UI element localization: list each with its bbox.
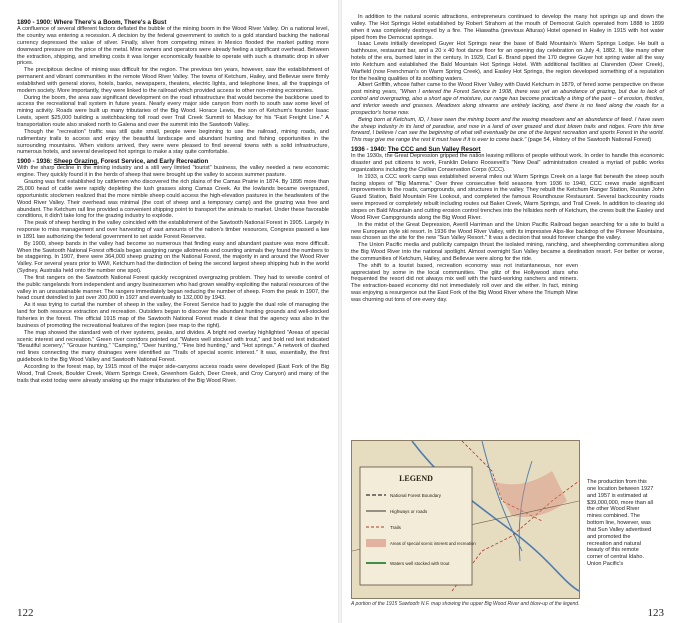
paragraph: Though the "recreation" traffic was still quite small, people were beginning to use the railroad, mining roads, and rudimentary trails to access and enjoy the beautiful landscape and abundant hunting and fishing opportunities in the surrounding mountains. When visitors arrived, they were were pleased to find several towns with a solid infrastructure, numerous hotels, and several developed hot springs to make a stay quite comfortable. — [17, 128, 329, 156]
map-caption: A portion of the 1915 Sawtooth N.F. map showing the upper Big Wood River and blow-up of the legend. — [351, 601, 580, 607]
section-heading-1900 — [17, 158, 329, 165]
paragraph: By 1900, sheep bands in the valley had become so numerous that finding easy and abundant pasture was more difficult. When the Sawtooth National Forest officials began assigning range allotments and counting animals they found the numbers to be staggering. In 1907, there were 364,000 sheep grazing on the National Forest, the majority in and around the Wood River Valley. For several years prior to WWI, Ketchum had the distinction of being the second largest sheep shipping hub in the world (Sydney, Australia held onto the number one spot). — [17, 240, 329, 275]
heading-years: 1900 - 1936: — [17, 158, 54, 166]
legend-entry: Trails — [390, 525, 401, 530]
paragraph: The precipitous decline of mining was difficult for the region. The previous ten years, however, saw the establishment of permanent and vibrant communities in the remote Wood River Valley. The towns of Ketchum, Hailey, and Bellevue were firmly established with general stores, hotels, banks, newspapers, theaters, electric lights, and telephone lines, all the trappings of modern society. More importantly, they were linked to the railroad which provided access to other non-mining economies. — [17, 67, 329, 94]
paragraph: As it was trying to curtail the number of sheep in the valley, the Forest Service had to juggle the dual role of managing the land for both resource extraction and recreation. Outsiders began to discover the abundant hunting grounds and well-stocked fisheries in the forest. The official 1915 map of the Sawtooth National Forest made it clear that the agency was also in the business of promoting the recreational features of the region (see map to the right). — [17, 302, 329, 329]
paragraph: The peak of sheep herding in the valley coincided with the establishment of the Sawtooth National Forest in 1905. Largely in response to miss management and over harvesting of vast amounts of the nation's timber resources, Congress passed a law in 1891 law authorizing the federal government to set aside Forest Reserves. — [17, 220, 329, 240]
forest-map-image — [352, 441, 579, 598]
paragraph: In 1933, a CCC work camp was established several miles out Warm Springs Creek on a large flat beneath the steep south facing slopes of "Big Mamma." Over three consecutive field seasons from 1936 to 1940, CCC crews made significant improvements to the roads, campgrounds, and structures in the valley. They rebuilt the Ketchum Ranger Station, Russian John Guard Station, Bald Mountain Fire Lookout, and completed the famous Roundhouse Restaurant. Several backcountry roads were improved or completely rebuilt including routes out Baker Creek, Warm Springs, and Trail Creek. In addition to clearing ski slopes on Bald Mountain and cutting erosion control trenches into the hillsides north of Ketchum, the crews built the Easley and Wood River Campgrounds along the Big Wood River. — [351, 173, 664, 221]
legend-entry: Highways or roads — [390, 509, 428, 514]
paragraph: Isaac Lewis initially developed Guyer Hot Springs near the base of Bald Mountain's Warm Springs Lodge. He built a bathhouse, restaurant bar, and a 20 x 40 foot dance floor for an opening day celebration on July 4, 1882. It, like many other hotels of the era, burned later in the century. In 1929, Carl E. Brand piped the 170 degree Guyer hot spring water all the way into Ketchum and established the Bald Mountain Hot Springs Hotel. With additional facilities at Clarenden (Deer Creek), Warfield (now Frenchman's on Warm Spring Creek), and Easley Hot Springs, the region developed something of a reputation for the healing qualities of its soothing waters. — [351, 41, 664, 82]
right-page — [342, 0, 680, 623]
quote-citation: (page 54, History of the Sawtooth National Forest) — [526, 137, 652, 144]
paragraph: A confluence of several different factors deflated the bubble of the mining boom in the Wood River Valley. On a national level, the country was entering a recession. A decision by the federal government to switch to a gold standard backing the national currency depressed the value of silver. Finally, silver from competing mines in Mexico flooded the market putting more downward pressure on the price of the metal. Mine owners and operators were already feeling a significant overhead. Between the extraction, shipping, and smelting costs it was longer economically feasible to operate with such a dramatic drop in silver prices. — [17, 26, 329, 67]
paragraph: According to the forest map, by 1915 most of the major side-canyons access roads were developed (East Fork of the Big Wood, Trail Creek, Boulder Creek, Warm Springs Creek, Greenhorn Gulch, Deer Creek, and Croy Canyon) and many of the trails that exist today were already snaking up the major tributaries of the Big Wood River. — [17, 363, 329, 384]
page-number-right: 123 — [647, 607, 664, 620]
page-number-left: 122 — [17, 607, 34, 620]
paragraph: In addition to the natural scenic attractions, entrepreneurs continued to develop the many hot springs up and down the valley. The Hot Springs Hotel established by Robert Strahorn at the mouth of Democrat Gulch operated from 1888 to 1899 when it was completely destroyed by a fire. The Hiawatha (previous Alturas) Hotel opened in Hailey in 1915 with hot water piped from the Democrat springs. — [351, 14, 664, 41]
griffith-quote: "When I entered the Forest Service in 1908, there was yet an abundance of grazing, but due to lack of control and overgrazing, also a short age of moisture, our range has become practically a thing of the past – of erosion, thistles, and inferior weeds and grasses. Meadows along streams are entirely lacking, and there is no feed along the roads for a prospector's horse now. — [351, 89, 664, 116]
left-page — [0, 0, 338, 623]
legend-title: LEGEND — [399, 474, 433, 483]
heading-link-sheep-grazing[interactable]: Sheep Grazing — [53, 158, 98, 166]
paragraph: With the sharp decline in the mining industry and a still very limited "tourist" business, the valley needed a new economic engine. They quickly found it in the herds of sheep that were brought up the valley to access summer pasture. — [17, 165, 329, 179]
section-heading-1936 — [351, 146, 664, 153]
paragraph: Grazing was first established by cattlemen who discovered the rich plains of the Camas Prairie in 1874. By 1895 more than 25,000 head of cattle were rapidly depleting the lush grasses along Camas Creek. As the lowlands became overgrazed, opportunistic stockmen realized that the more nimble sheep could access the high-elevation pastures in the headwaters of the Wood River Valley. Their overhead was minimal (the cost of sheep and a temporary camp) and the grazing was free and abundant. The Ketchum rail line provided a convenient shipping point to transport the animals to market. Under these favorable conditions, it didn't take long for the grazing industry to explode. — [17, 179, 329, 220]
paragraph: The first rangers on the Sawtooth National Forest quickly recognized overgrazing problem. They had to wrestle control of the public rangelands from independent and angry businessmen who had grown wealthy exploiting the natural resources of the valley in an unsustainable manner. The rangers immediately began reducing the number of sheep. From the peak in 1907, the head count dwindled to just over 200,000 in 1927 and eventually to 132,000 by 1943. — [17, 274, 329, 302]
paragraph: The Union Pacific media and publicity campaign thrust the isolated mining, ranching, and sheepherding communities along the Big Wood River into the national spotlight. Almost overnight Sun Valley became a destination resort. For better or worse, the communities of Ketchum, Hailey, and Bellevue were along for the ride. — [351, 242, 664, 262]
paragraph — [351, 82, 664, 116]
forest-map-figure — [351, 440, 580, 599]
section-heading-1890: 1890 - 1900: Where There's a Boom, There's a Bust — [17, 19, 167, 26]
heading-rest: , Forest Service, and Early Recreation — [97, 158, 209, 166]
paragraph: In the 1930s, the Great Depression gripped the nation leaving millions of people without work. In order to handle this economic disaster and put citizens to work, Franklin Delano Roosevelt's "New Deal" administration created a myriad of public works organizations including the Civilian Conservation Corps (CCC). — [351, 153, 664, 173]
heading-years: 1936 - 1940: — [351, 146, 388, 154]
paragraph — [351, 117, 664, 144]
paragraph: During the boom, the area saw significant development on the road infrastructure that would become the backbone used to access the recreational trail system in future years. Nearly every major side canyon from north to south saw some level of mining activity. Roads were built up many tributaries of the Big Wood. Horace Lewis, the son of Ketchum's founder Isaac Lewis, spent $25,000 building a switchbacking toll road over Trail Creek Summit to Mackay for his "Fast Freight Line." A transportation route also snaked north to Galena and over the summit into the Sawtooth Valley. — [17, 94, 329, 129]
griffith-quote-continued: Being born at Ketchum, ID, I have seen the mining boom and the waxing meadows and an abundance of feed. I have seen the sheep industry in its land of paradise, and now in a land of over grazed and dust blown trails and ridges. From this time forward, I believe I can see the beginning of what will eventually be one of the largest recreation and sports Forest in the world. This may give me range the rest it must have if it is ever to come back." — [351, 116, 664, 144]
paragraph: In the midst of the Great Depression, Averill Harriman and the Union Pacific Railroad began searching for a site to build a new European style ski resort. In 1936 the Wood River Valley, with its impressive Alps-like backdrop of the Pioneer Mountains, was chosen as the site for the new "Sun Valley Resort." It was a decision that would forever change the valley. — [351, 221, 664, 242]
wrapped-paragraph-beside-map: The production from this one location between 1927 and 1957 is estimated at $39,000,000, more than all the other Wood River mines combined. The bottom line, however, was that Sun Valley advertised and promoted the recreation and natural beauty of this remote corner of central Idaho. Union Pacific's — [587, 479, 654, 568]
heading-link-ccc[interactable]: The CCC and Sun Valley Resort — [387, 146, 481, 154]
legend-entry: Waters well stocked with trout — [390, 561, 450, 566]
paragraph-lead: Albert Griffith, whose father came to the Wood River Valley with David Ketchum in 1879, of fered some perspective on these post mining years, — [351, 82, 664, 96]
legend-entry: Areas of special scenic interest and recreation — [390, 541, 476, 546]
paragraph: The shift to a tourist based, recreation economy was not instantaneous, nor even appreciated by some in the local communities. The glitz of the Hollywood stars who frequented the resort did not always mix well with the hard-working ranchers and miners. The extraction-based economy did not immediately roll over and die either. In fact, mining was enjoying a resurgence out the East Fork of the Big Wood River where the Triumph Mine was churning out tons of ore every day. — [351, 262, 578, 303]
legend-entry: National Forest Boundary — [390, 493, 442, 498]
paragraph: The map showed the standard web of river systems, peaks, and divides. A bright red overlay highlighted "Areas of special scenic interest and recreation." Green river corridors pointed out "Waters well stocked with trout," and bold red text indicated "Beautiful scenery," "Grouse hunting," "Camping," "Deer hunting," "Fine bird hunting," and "Hot springs." A network of dashed red lines connecting the many drainages were identified as "Trails of special scenic interest." It was, essentially, the first guidebook to the Big Wood Valley and Sawtooth National Forest. — [17, 329, 329, 364]
